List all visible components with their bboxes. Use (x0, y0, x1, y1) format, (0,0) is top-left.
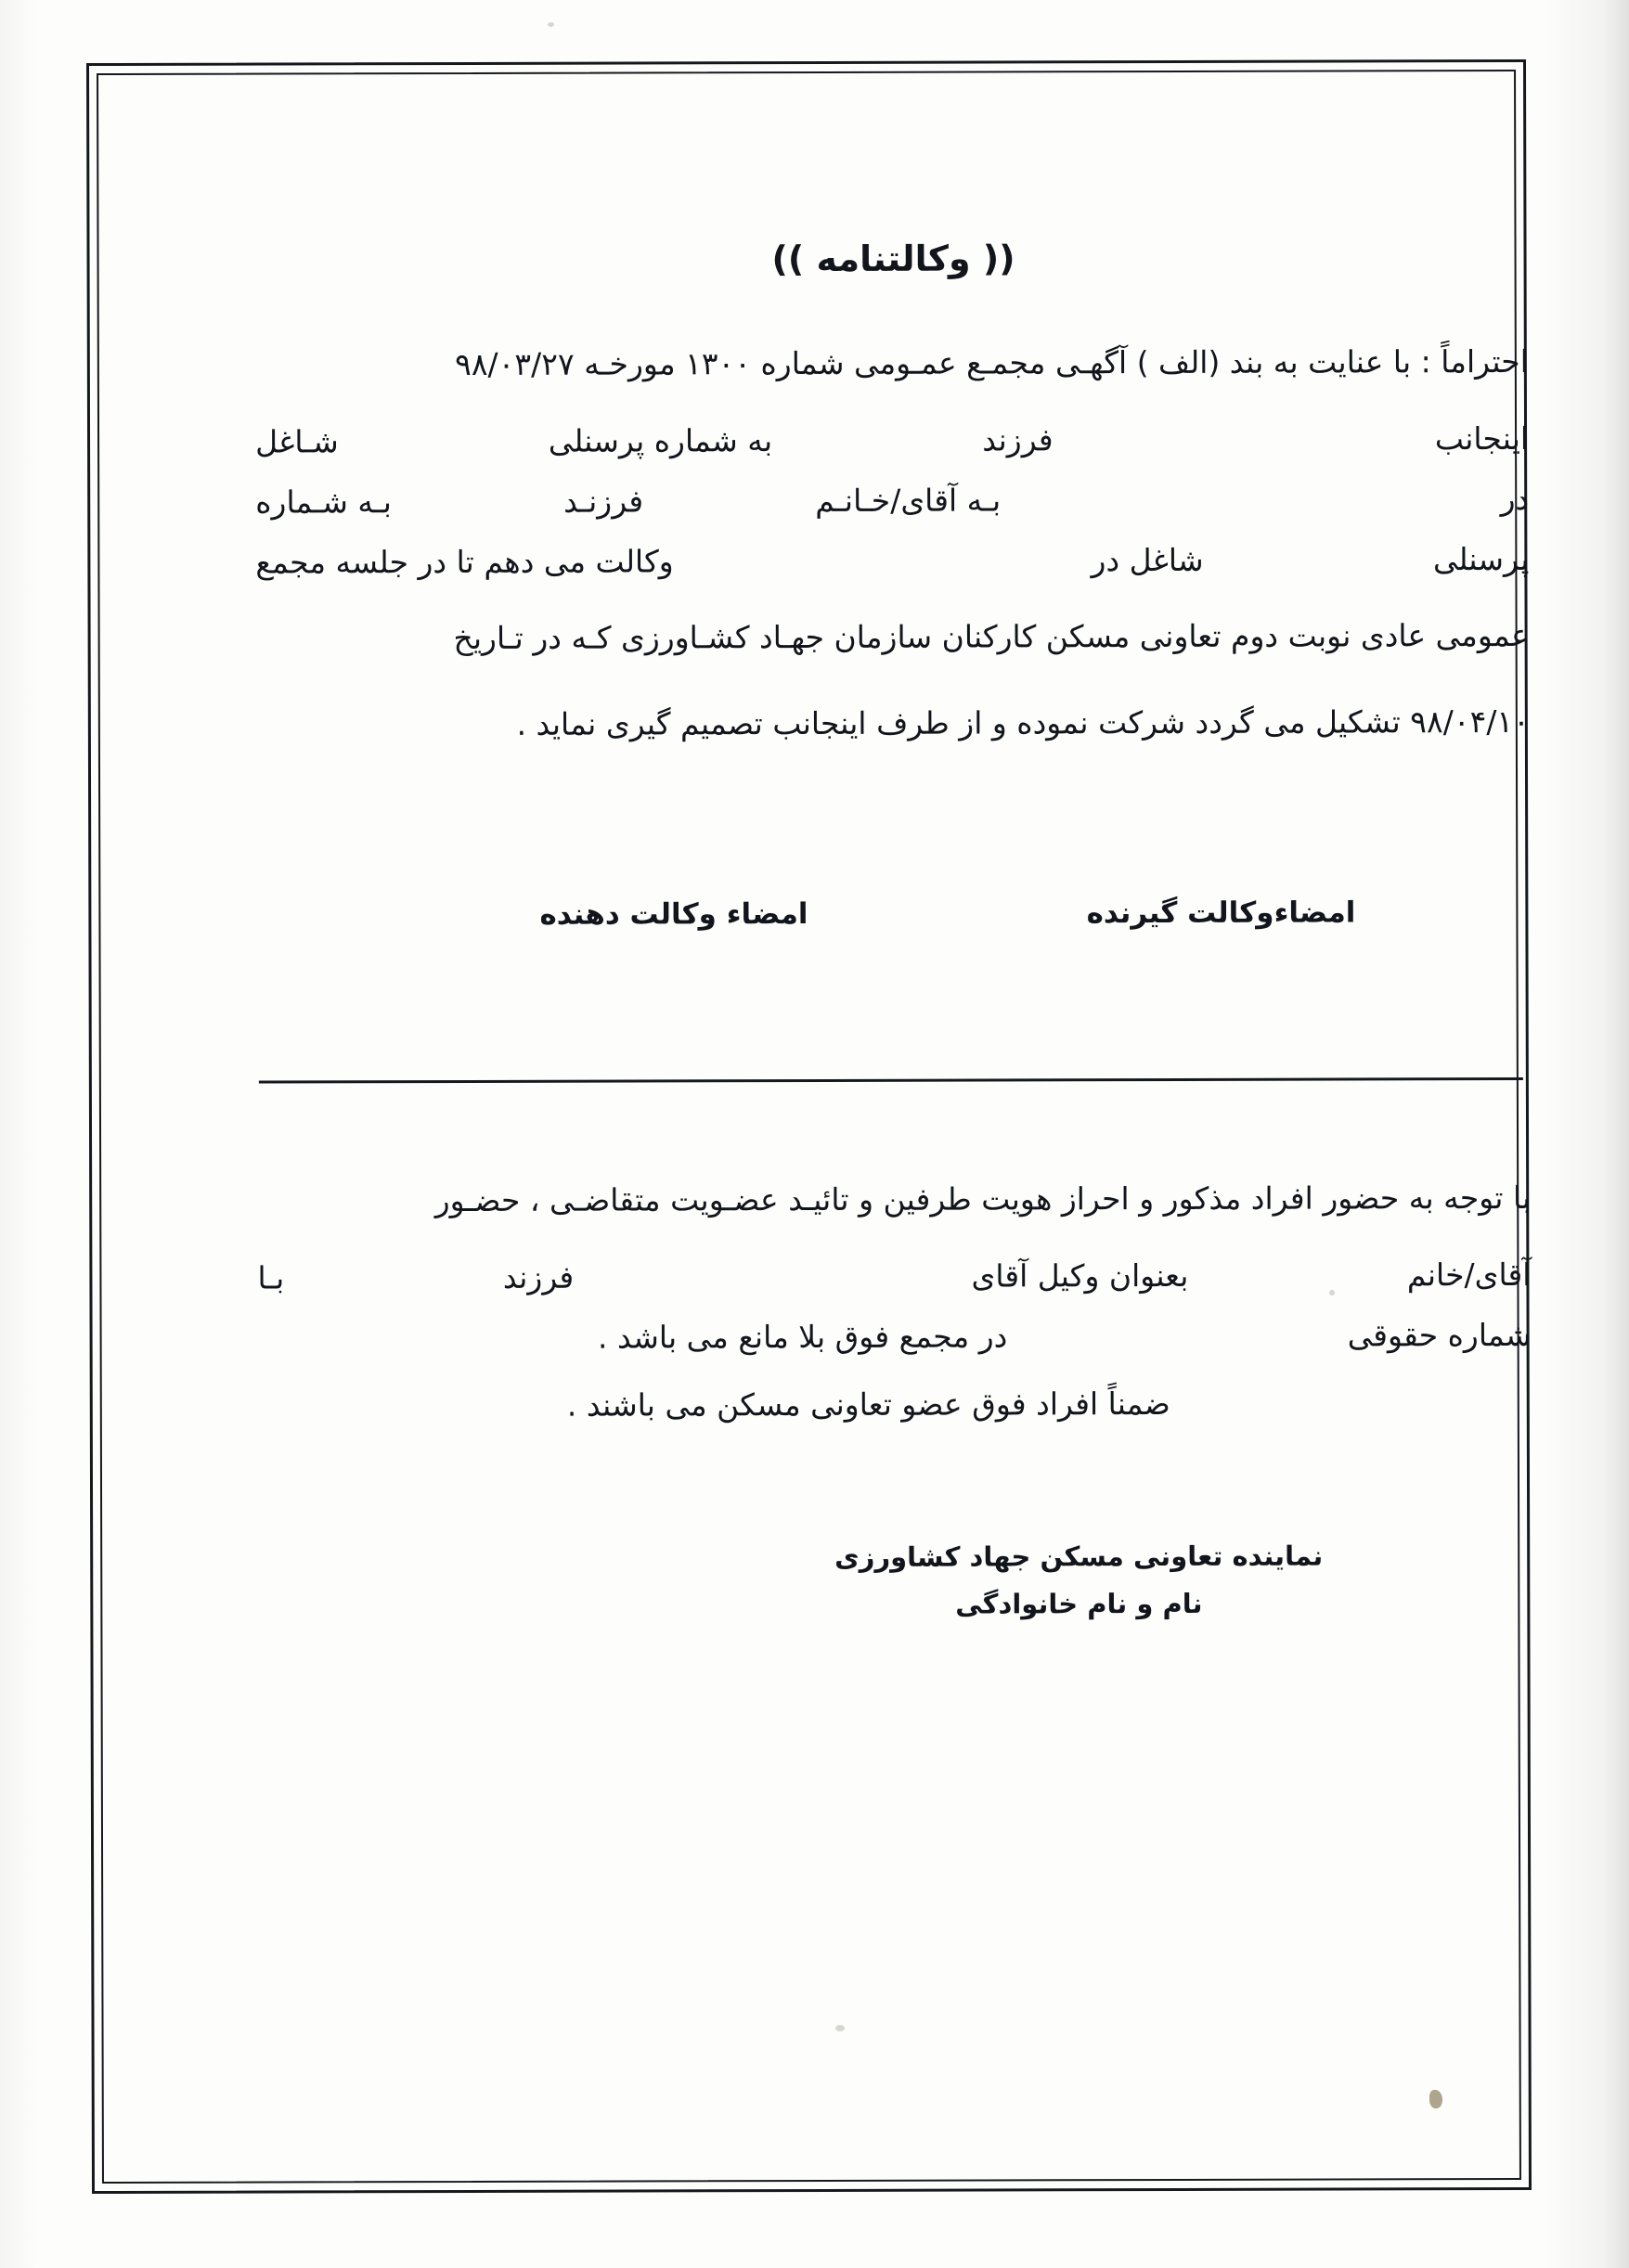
trailing-space (258, 1348, 598, 1349)
body-text-line1: عمومی عادی نوبت دوم تعاونی مسکن کارکنان سازمان جهـاد کشـاورزی کـه در تـاریخ (453, 617, 1530, 657)
label-to-mr-ms: بـه آقای/خـانـم (815, 482, 1002, 520)
blank-field-confirm-father[interactable] (284, 1288, 502, 1289)
form-line-confirm-person (231, 1256, 1560, 1296)
label-personnel-number: به شماره پرسنلی (548, 422, 773, 459)
blank-field-workplace[interactable] (1001, 509, 1500, 510)
blank-field-father[interactable] (772, 451, 982, 452)
document-border (86, 59, 1532, 2194)
label-with: بـا (257, 1259, 285, 1296)
blank-field-proxy-workplace[interactable] (674, 571, 1092, 572)
form-line-confirm-legal-number (232, 1317, 1561, 1357)
document-content (228, 174, 1563, 2219)
form-line-applicant (229, 420, 1558, 460)
confirmation-line4: ضمناً افراد فوق عضو تعاونی مسکن می باشند . (566, 1385, 1170, 1424)
confirmation-line1: با توجه به حضور افراد مذکور و احراز هویت طرفین و تائیـد عضـویت متقاضـی ، حضـور (434, 1179, 1532, 1218)
label-grant-proxy: وکالت می دهم تا در جلسه مجمع (255, 543, 674, 581)
label-personnel: پرسنلی (1432, 541, 1530, 578)
signature-attorney-label: امضاءوکالت گیرنده (1086, 896, 1356, 930)
footer-representative-label: نماینده تعاونی مسکن جهاد کشاورزی (834, 1540, 1324, 1573)
body-text-line2: ۹۸/۰۴/۱۰ تشکیل می گردد شرکت نموده و از طرف اینجانب تصمیم گیری نماید . (516, 702, 1530, 742)
footer-signature-block (232, 1532, 1561, 1630)
label-occupation: شـاغل (255, 423, 339, 460)
label-employed-at: شاغل در (1091, 542, 1204, 579)
label-legal-number: شماره حقوقی (1347, 1316, 1532, 1354)
label-as-attorney-of: بعنوان وکیل آقای (971, 1256, 1189, 1295)
label-proxy-father: فرزنـد (562, 483, 644, 520)
blank-field-name[interactable] (1054, 449, 1435, 450)
label-at: در (1500, 481, 1530, 518)
label-inbestiny: اینجانب (1434, 420, 1530, 457)
label-confirm-father: فرزند (502, 1258, 575, 1295)
confirmation-no-objection-text: در مجمع فوق بلا مانع می باشد . (597, 1318, 1008, 1356)
blank-field-confirm-principal[interactable] (574, 1287, 971, 1288)
scan-speck (548, 22, 554, 27)
blank-field-legal-number[interactable] (1007, 1346, 1347, 1347)
form-line-proxy-personnel (229, 541, 1558, 581)
blank-field-confirm-name[interactable] (1188, 1285, 1406, 1286)
footer-fullname-label: نام و نام خانوادگی (955, 1587, 1203, 1620)
label-to-number: بـه شـماره (255, 483, 393, 521)
label-mr-ms: آقای/خانم (1406, 1256, 1532, 1294)
section-divider (259, 1077, 1523, 1084)
signature-row (230, 896, 1559, 933)
blank-field-proxy-personnel[interactable] (1204, 570, 1433, 571)
page-title: (( وکالتنامه )) (771, 238, 1015, 280)
blank-field-personnel-number[interactable] (339, 452, 549, 453)
form-line-proxy (229, 481, 1558, 521)
label-father: فرزند (982, 421, 1054, 458)
signature-grantor-label: امضاء وکالت دهنده (539, 896, 808, 932)
intro-lead: احتراماً : با عنایت به بند (الف ) آگهـی مجمـع عمـومی شماره ۱۳۰۰ مورخـه ۹۸/۰۳/۲۷ (455, 342, 1529, 382)
